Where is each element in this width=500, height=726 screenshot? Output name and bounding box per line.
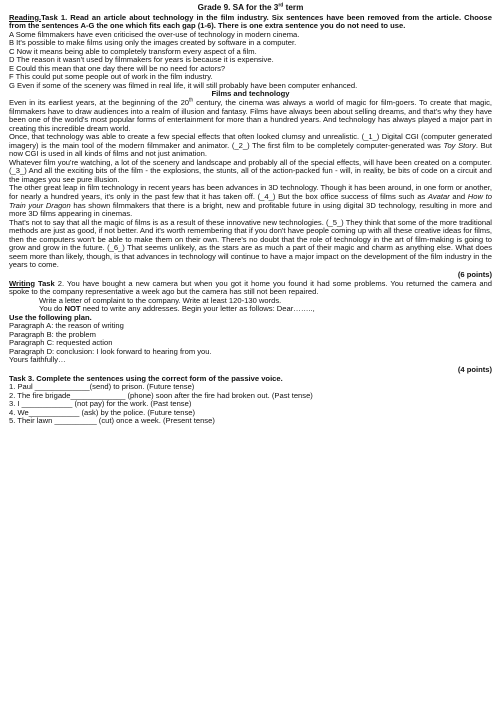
reading-label: Reading.	[9, 12, 42, 22]
writing-label: Writing	[9, 278, 36, 288]
task3-item: 1. Paul _____________(send) to prison. (Future tense)	[9, 382, 195, 392]
option-b: B It's possible to make films using only the images created by software in a computer.	[9, 38, 297, 48]
plan-item: Paragraph A: the reason of writing	[9, 321, 124, 331]
article-paragraph-1: Even in its earliest years, at the beginning of the 20th century, the cinema was always a world of magic for film-goers. To create that magic, filmmakers have to draw audiences into a realm of illusion and fantasy. Films have always been about selling dreams, and that's why they have been one of the world's most popular forms of entertainment for more than a hundred years. And technology has always played a major part in creating this incredible dream world.	[9, 97, 492, 133]
task3-list	[9, 383, 492, 426]
plan-heading: Use the following plan.	[9, 312, 92, 322]
task3-item: 3. I ____________ (not pay) for the work. (Past tense)	[9, 399, 192, 409]
task2-line-2: You do NOT need to write any addresses. Begin your letter as follows: Dear……..,	[39, 304, 315, 314]
plan-list	[9, 322, 492, 365]
option-e: E Could this mean that one day there will be no need for actors?	[9, 63, 226, 73]
plan-item: Paragraph D: conclusion: I look forward to hearing from you.	[9, 346, 212, 356]
option-c: C Now it means being able to completely transform every aspect of a film.	[9, 46, 257, 56]
option-g: G Even if some of the scenery was filmed in real life, it will still probably have been computer enhanced.	[9, 80, 358, 90]
article-paragraph-2: Once, that technology was able to create a few special effects that often looked clumsy and unrealistic. (_1_) Digital CGI (computer generated imagery) is the main tool of the modern filmmaker and animator. (_2_) The first film to be completely computer-generated was Toy Story. But now CGI is used in all kinds of films and not just animation.	[9, 132, 493, 159]
task3-item: 5. Their lawn __________ (cut) once a week. (Present tense)	[9, 416, 215, 426]
task1-points: (6 points)	[457, 269, 492, 279]
page-title: Grade 9. SA for the 3rd term	[197, 2, 304, 12]
article-paragraph-4: The other great leap in film technology in recent years has been advances in 3D technology. Though it has been around, in one form or another, for nearly a hundred years, it's only in the past few that it has taken off. (_4_) But the box office success of films such as Avatar and How to Train your Dragon has shown filmmakers that there is a bright, new and profitable future in using digital 3D technology, resulting in more and more 3D films appearing in cinemas.	[9, 183, 493, 219]
option-f: F This could put some people out of work in the film industry.	[9, 72, 213, 82]
task3-instruction: Task 3. Complete the sentences using the correct form of the passive voice.	[9, 373, 283, 383]
plan-item: Paragraph B: the problem	[9, 329, 96, 339]
option-d: D The reason it wasn't used by filmmakers for years is because it is expensive.	[9, 55, 274, 65]
task2-instruction: Writing Task 2. You have bought a new camera but when you got it home you found it had some problems. You returned the camera and spoke to the company representative a week ago but the camera has still not been repaired.	[9, 278, 492, 297]
plan-item: Yours faithfully…	[9, 355, 66, 365]
task2-points: (4 points)	[457, 364, 492, 374]
article-paragraph-3: Whatever film you're watching, a lot of the scenery and landscape and probably all of the special effects, will have been created on a computer. (_3_) And all the exciting bits of the film - the explosions, the stunts, all of the action-packed fun - will, in reality, be bits of code on a circuit and the images you see pure illusion.	[9, 157, 492, 184]
article-paragraph-5: That's not to say that all the magic of films is as a result of these innovative new technologies. (_5_) They think that some of the more traditional methods are just as good, if not better. And it's worth remembering that if you don't have people coming up with all these creative ideas for films, then the computers won't be able to make them on their own. There's no doubt that the role of technology in the art of film-making is going to grow and grow in the future. (_6_) That seems unlikely, as the stars are as much a part of their magic and charm as anything else. What does seem more than likely, though, is that advances in technology will continue to have a major impact on the development of the film industry in the years to come.	[9, 217, 492, 270]
option-a: A Some filmmakers have even criticised the over-use of technology in modern cinema.	[9, 29, 300, 39]
plan-item: Paragraph C: requested action	[9, 338, 113, 348]
options-list	[9, 31, 492, 91]
task3-item: 4. We____________ (ask) by the police. (Future tense)	[9, 407, 196, 417]
task3-item: 2. The fire brigade_____________ (phone) soon after the fire had broken out. (Past tense)	[9, 390, 313, 400]
task2-line-1: Write a letter of complaint to the company. Write at least 120-130 words.	[39, 295, 282, 305]
article-title: Films and technology	[211, 89, 290, 99]
task1-instruction: Reading.Task 1. Read an article about technology in the film industry. Six sentences have been removed from the article. Choose from the sentences A-G the one which fits each gap (1-6). There is one extra sentence you do not need to use.	[9, 12, 492, 31]
